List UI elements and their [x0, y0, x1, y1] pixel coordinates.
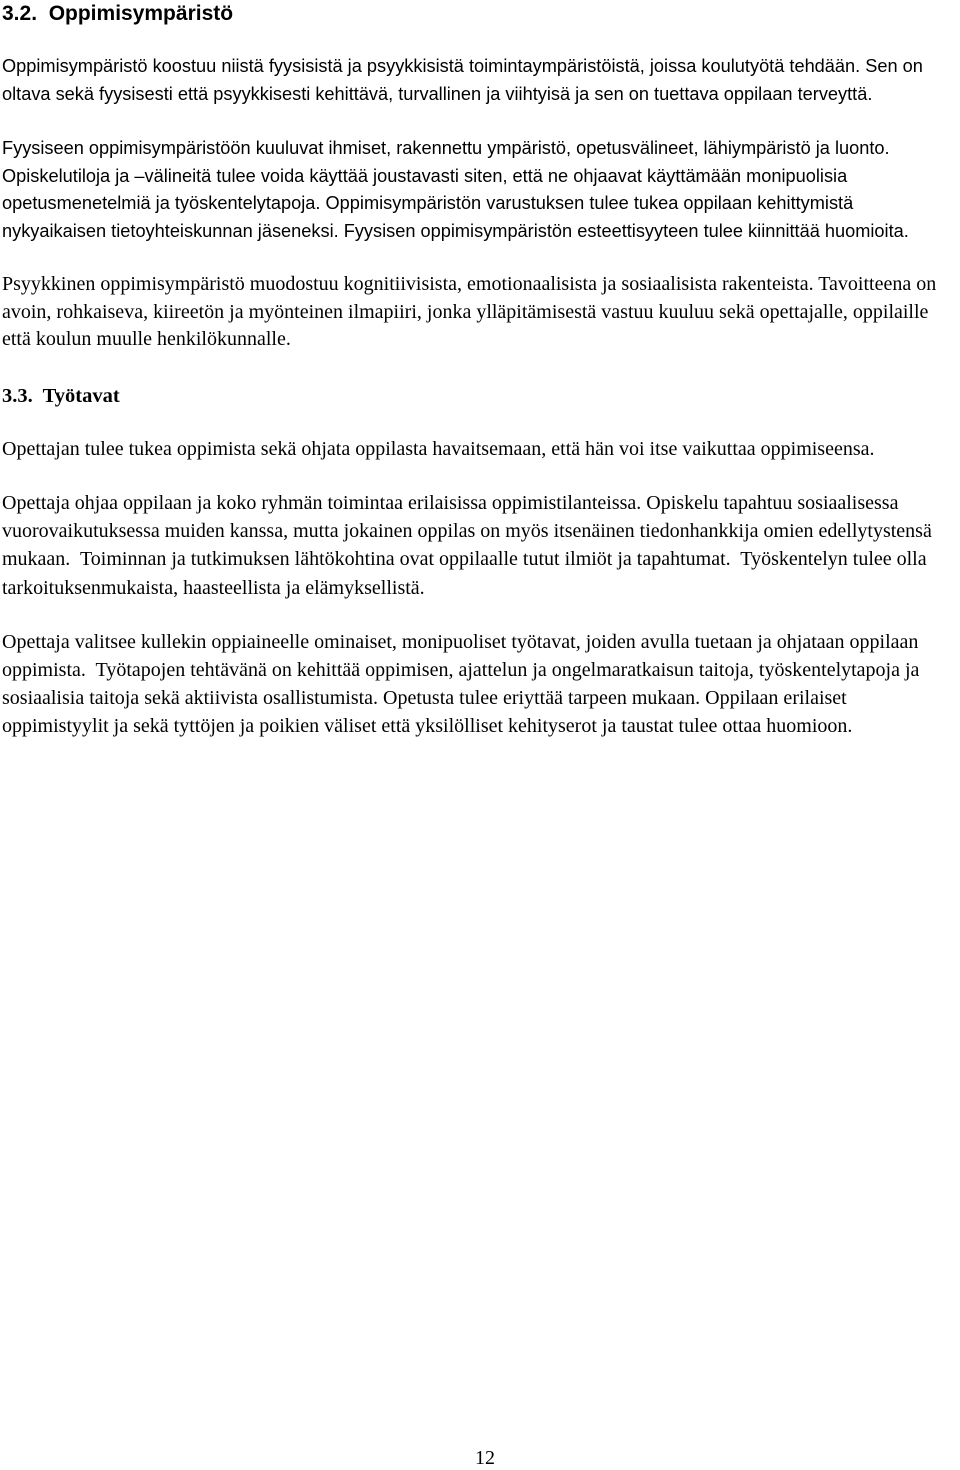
section-heading-oppimisymparisto: 3.2. Oppimisympäristö	[2, 2, 234, 25]
paragraph-oppimisymparisto-intro: Oppimisympäristö koostuu niistä fyysisistä ja psyykkisistä toimintaympäristöistä, joissa koulutyötä tehdään. Sen on oltava sekä fyysisesti että psyykkisesti kehittävä, turvallinen ja viihtyisä ja sen on tuettava oppilaan terveyttä.	[2, 56, 923, 104]
paragraph-opettaja-ohjaa: Opettaja ohjaa oppilaan ja koko ryhmän toimintaa erilaisissa oppimistilanteissa. Opiskelu tapahtuu sosiaalisessa vuorovaikutuksessa muiden kanssa, mutta jokainen oppilas on myös itsenäinen tiedonhankkija omien edellytystensä mukaan. Toiminnan ja tutkimuksen lähtökohtina ovat oppilaalle tutut ilmiöt ja tapahtumat. Työskentelyn tulee olla tarkoituksenmukaista, haasteellista ja elämyksellistä.	[2, 492, 937, 599]
page-number: 12	[475, 1447, 495, 1469]
paragraph-psyykkinen-oppimisymparisto: Psyykkinen oppimisympäristö muodostuu kognitiivisista, emotionaalisista ja sosiaalisista rakenteista. Tavoitteena on avoin, rohkaiseva, kiireetön ja myönteinen ilmapiiri, jonka ylläpitämisestä vastuu kuuluu sekä opettajalle, oppilaille että koulun muulle henkilökunnalle.	[2, 273, 937, 350]
paragraph-tyotapojen-valinta: Opettaja valitsee kullekin oppiaineelle ominaiset, monipuoliset työtavat, joiden avulla tuetaan ja ohjataan oppilaan oppimista. Työtapojen tehtävänä on kehittää oppimisen, ajattelun ja ongelmaratkaisun taitoja, työskentelytapoja ja sosiaalisia taitoja sekä aktiivista osallistumista. Opetusta tulee eriyttää tarpeen mukaan. Oppilaan erilaiset oppimistyylit ja sekä tyttöjen ja poikien väliset että yksilölliset kehityserot ja taustat tulee ottaa huomioon.	[2, 630, 925, 738]
paragraph-opettajan-tuki: Opettajan tulee tukea oppimista sekä ohjata oppilasta havaitsemaan, että hän voi itse vaikuttaa oppimiseensa.	[2, 437, 875, 460]
section-heading-tyotavat: 3.3. Työtavat	[2, 384, 120, 407]
paragraph-fyysinen-oppimisymparisto: Fyysiseen oppimisympäristöön kuuluvat ihmiset, rakennettu ympäristö, opetusvälineet, lähiympäristö ja luonto. Opiskelutiloja ja –välineitä tulee voida käyttää joustavasti siten, että ne ohjaavat käyttämään monipuolisia opetusmenetelmiä ja työskentelytapoja. Oppimisympäristön varustuksen tulee tukea oppilaan kehittymistä nykyaikaisen tietoyhteiskunnan jäseneksi. Fyysisen oppimisympäristön esteettisyyteen tulee kiinnittää huomioita.	[2, 138, 909, 241]
document-page	[2, 0, 954, 741]
